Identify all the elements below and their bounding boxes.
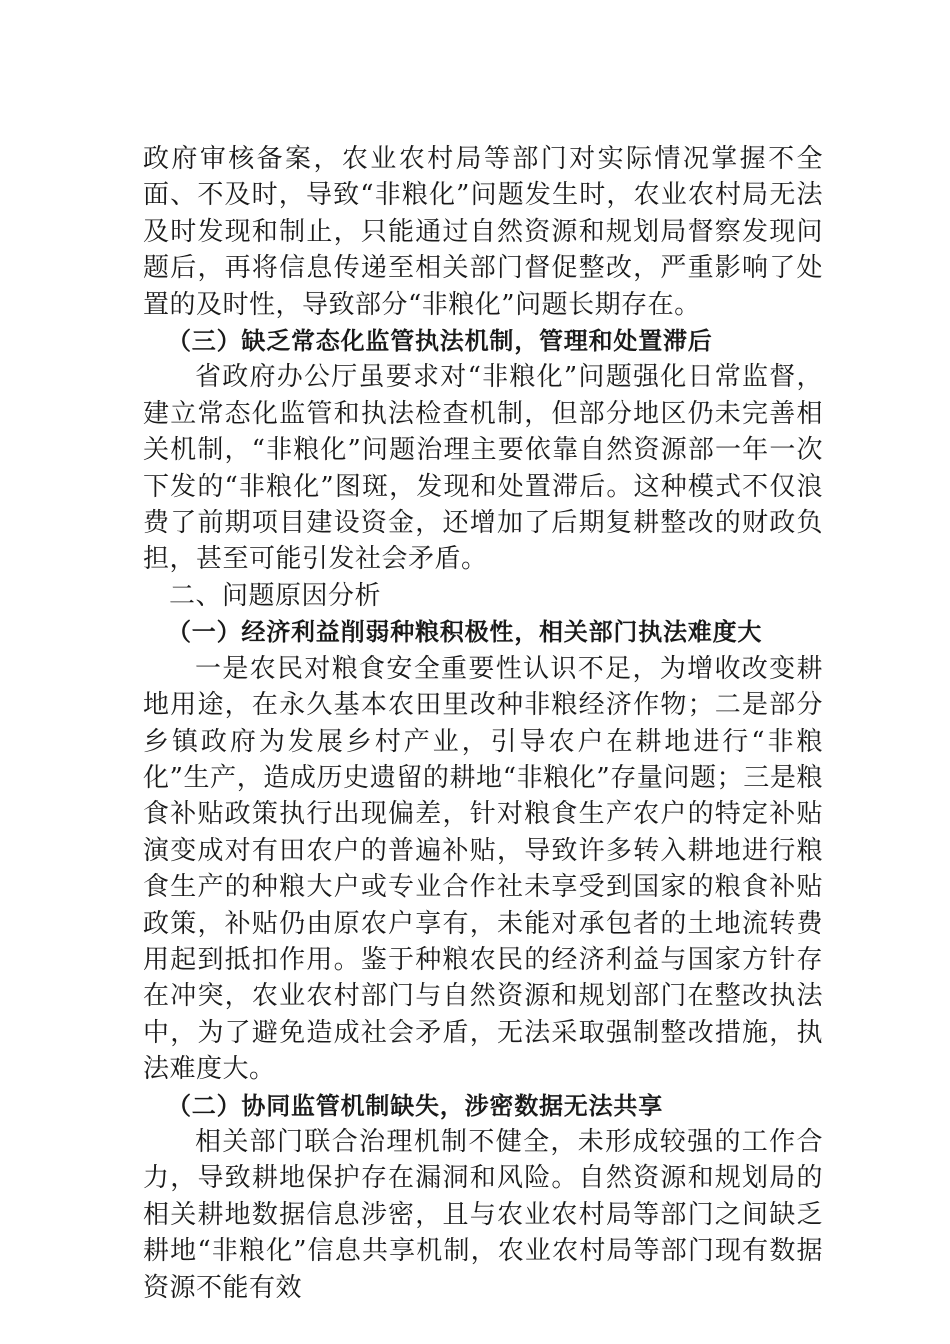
section2-heading: 二、问题原因分析 <box>169 580 382 611</box>
section2-subsection2-heading: （二）协同监管机制缺失，涉密数据无法共享 <box>167 1090 663 1120</box>
document-body <box>143 141 823 1306</box>
section1-subsection3-body: 省政府办公厅虽要求对“非粮化”问题强化日常监督，建立常态化监管和执法检查机制，但部分地区仍未完善相关机制，“非粮化”问题治理主要依靠自然资源部一年一次下发的“非粮化”图斑，发现和处置滞后。这种模式不仅浪费了前期项目建设资金，还增加了后期复耕整改的财政负担，甚至可能引发社会矛盾。 <box>143 362 823 575</box>
section2-subsection1-heading: （一）经济利益削弱种粮积极性，相关部门执法难度大 <box>167 617 763 647</box>
section2-subsection1-body: 一是农民对粮食安全重要性认识不足，为增收改变耕地用途，在永久基本农田里改种非粮经济作物；二是部分乡镇政府为发展乡村产业，引导农户在耕地进行“非粮化”生产，造成历史遗留的耕地“非粮化”存量问题；三是粮食补贴政策执行出现偏差，针对粮食生产农户的特定补贴演变成对有田农户的普遍补贴，导致许多转入耕地进行粮食生产的种粮大户或专业合作社未享受到国家的粮食补贴政策，补贴仍由原农户享有，未能对承包者的土地流转费用起到抵扣作用。鉴于种粮农民的经济利益与国家方针存在冲突，农业农村部门与自然资源和规划部门在整改执法中，为了避免造成社会矛盾，无法采取强制整改措施，执法难度大。 <box>143 653 823 1085</box>
continuation-paragraph: 政府审核备案，农业农村局等部门对实际情况掌握不全面、不及时，导致“非粮化”问题发生时，农业农村局无法及时发现和制止，只能通过自然资源和规划局督察发现问题后，再将信息传递至相关部门督促整改，严重影响了处置的及时性，导致部分“非粮化”问题长期存在。 <box>143 144 823 320</box>
section1-subsection3-heading: （三）缺乏常态化监管执法机制，管理和处置滞后 <box>167 326 713 356</box>
section2-subsection2-body: 相关部门联合治理机制不健全，未形成较强的工作合力，导致耕地保护存在漏洞和风险。自然资源和规划局的相关耕地数据信息涉密，且与农业农村局等部门之间缺乏耕地“非粮化”信息共享机制，农业农村局等部门现有数据资源不能有效 <box>143 1126 823 1303</box>
